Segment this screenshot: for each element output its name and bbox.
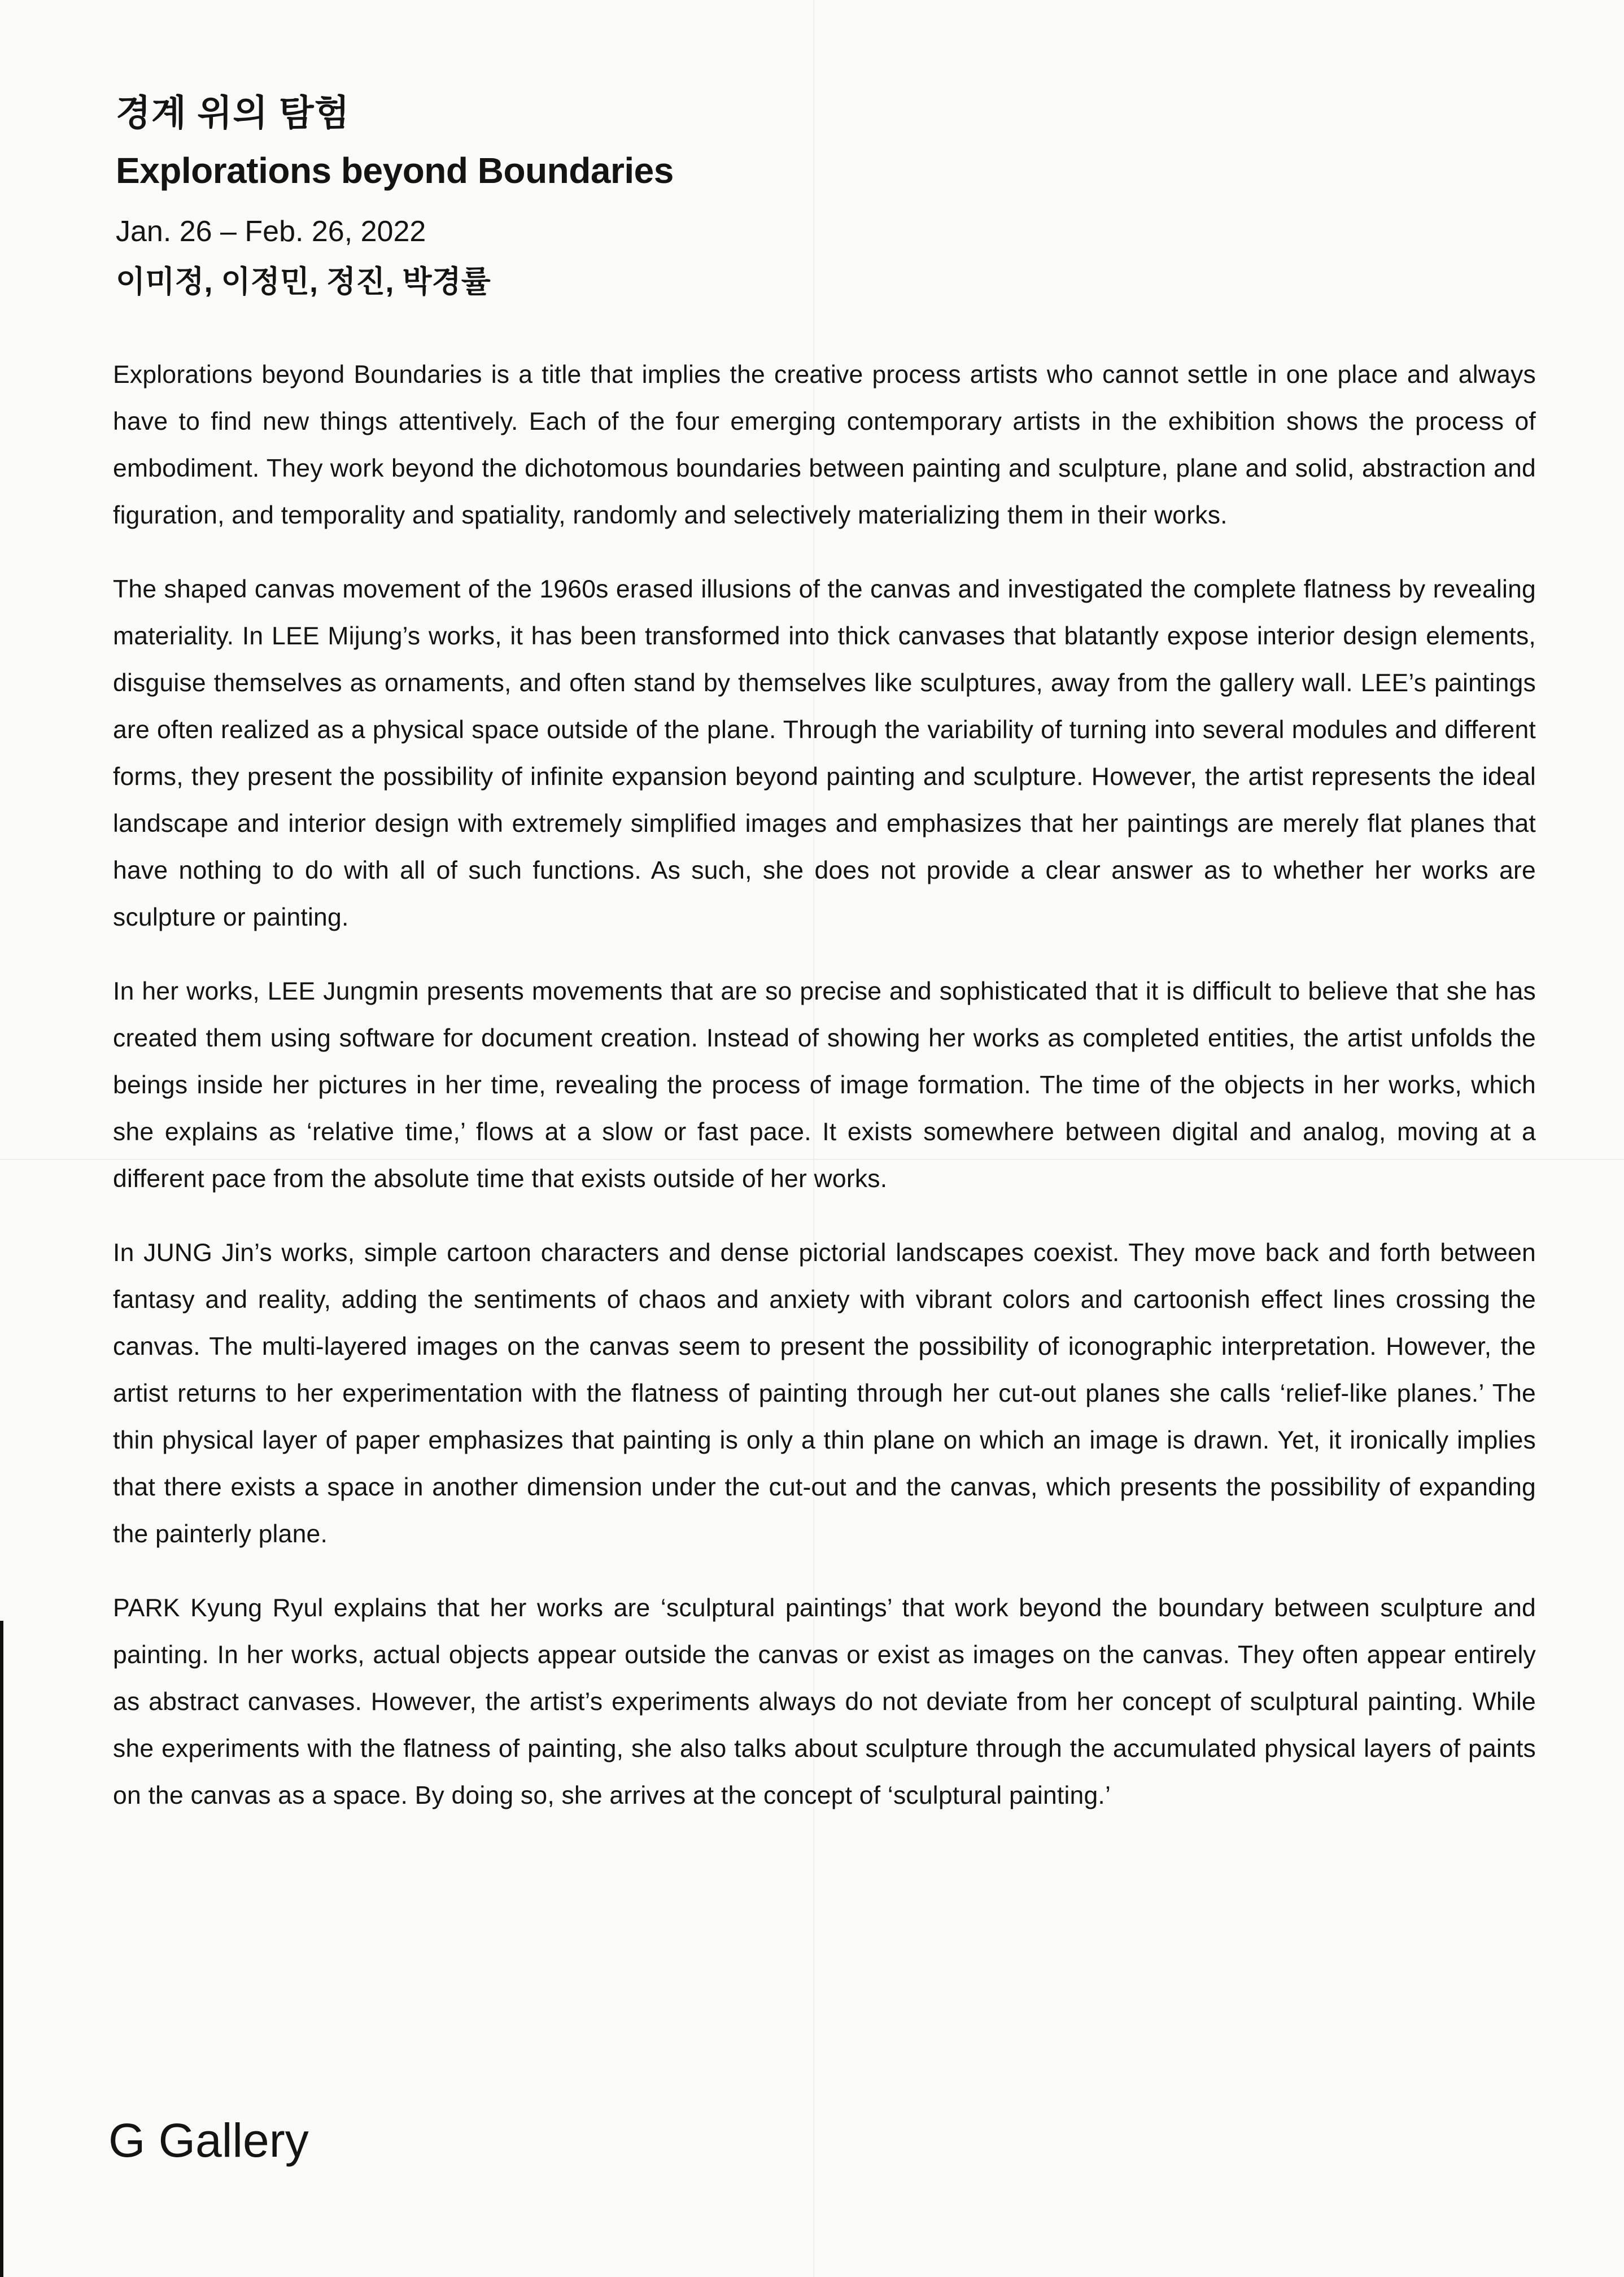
scan-edge-mark [0, 1621, 3, 2277]
gallery-name: G Gallery [108, 2114, 309, 2167]
paragraph-intro: Explorations beyond Boundaries is a title that implies the creative process artists who cannot settle in one place and always have to find new things attentively. Each of the four emerging contemporary artists in the exhibition shows the process of embodiment. They work beyond the dichotomous boundaries between painting and sculpture, plane and solid, abstraction and figuration, and temporality and spatiality, randomly and selectively materializing them in their works. [113, 361, 1536, 529]
paragraph-park-kyung-ryul: PARK Kyung Ryul explains that her works are ‘sculptural paintings’ that work beyond the boundary between sculpture and painting. In her works, actual objects appear outside the canvas or exist as images on the canvas. They often appear entirely as abstract canvases. However, the artist’s experiments always do not deviate from her concept of sculptural painting. While she experiments with the flatness of painting, she also talks about sculpture through the accumulated physical layers of paints on the canvas as a space. By doing so, she arrives at the concept of ‘sculptural painting.’ [113, 1594, 1536, 1809]
exhibition-dates: Jan. 26 – Feb. 26, 2022 [116, 215, 426, 248]
title-korean: 경계 위의 탐험 [116, 93, 350, 133]
paragraph-jung-jin: In JUNG Jin’s works, simple cartoon characters and dense pictorial landscapes coexist. They move back and forth between fantasy and reality, adding the sentiments of chaos and anxiety with vibrant colors and cartoonish effect lines crossing the canvas. The multi-layered images on the canvas seem to present the possibility of iconographic interpretation. However, the artist returns to her experimentation with the flatness of painting through her cut-out planes she calls ‘relief-like planes.’ The thin physical layer of paper emphasizes that painting is only a thin plane on which an image is drawn. Yet, it ironically implies that there exists a space in another dimension under the cut-out and the canvas, which presents the possibility of expanding the painterly plane. [113, 1239, 1536, 1548]
paragraph-lee-jungmin: In her works, LEE Jungmin presents movements that are so precise and sophisticated that it is difficult to believe that she has created them using software for document creation. Instead of showing her works as completed entities, the artist unfolds the beings inside her pictures in her time, revealing the process of image formation. The time of the objects in her works, which she explains as ‘relative time,’ flows at a slow or fast pace. It exists somewhere between digital and analog, moving at a different pace from the absolute time that exists outside of her works. [113, 978, 1536, 1193]
artist-names: 이미정, 이정민, 정진, 박경률 [116, 265, 491, 299]
paragraph-lee-mijung: The shaped canvas movement of the 1960s erased illusions of the canvas and investigated the complete flatness by revealing materiality. In LEE Mijung’s works, it has been transformed into thick canvases that blatantly expose interior design elements, disguise themselves as ornaments, and often stand by themselves like sculptures, away from the gallery wall. LEE’s paintings are often realized as a physical space outside of the plane. Through the variability of turning into several modules and different forms, they present the possibility of infinite expansion beyond painting and sculpture. However, the artist represents the ideal landscape and interior design with extremely simplified images and emphasizes that her paintings are merely flat planes that have nothing to do with all of such functions. As such, she does not provide a clear answer as to whether her works are sculpture or painting. [113, 575, 1536, 931]
body-text [113, 351, 1536, 1846]
title-english: Explorations beyond Boundaries [116, 150, 674, 191]
header [116, 90, 1527, 302]
